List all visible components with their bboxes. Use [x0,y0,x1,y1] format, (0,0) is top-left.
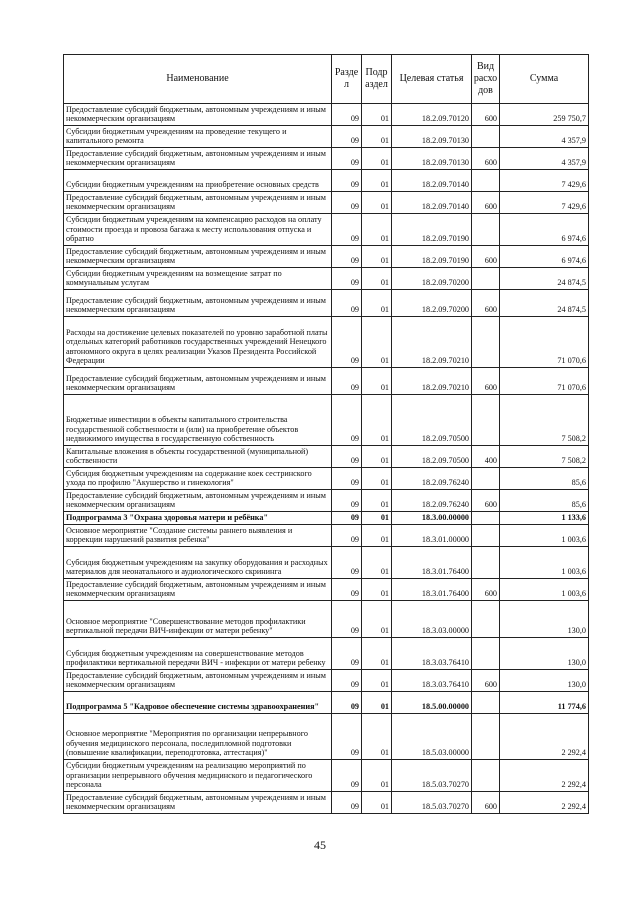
table-row [64,268,589,290]
cell-type: 600 [472,148,500,170]
cell-section: 09 [332,547,362,579]
cell-subsection: 01 [362,148,392,170]
cell-name: Предоставление субсидий бюджетным, автономным учреждениям и иным некоммерческим организациям [64,670,332,692]
table-row [64,512,589,525]
table-row [64,192,589,214]
cell-type [472,525,500,547]
table-row [64,638,589,670]
cell-name: Предоставление субсидий бюджетным, автономным учреждениям и иным некоммерческим организациям [64,290,332,317]
cell-sum: 2 292,4 [500,760,589,792]
cell-type [472,714,500,760]
cell-section: 09 [332,395,362,446]
cell-subsection: 01 [362,446,392,468]
cell-subsection: 01 [362,395,392,446]
cell-name: Бюджетные инвестиции в объекты капитального строительства государственной собственности и (или) на приобретение объектов недвижимого имущества в государственную собственность [64,395,332,446]
cell-type [472,638,500,670]
cell-section: 09 [332,760,362,792]
cell-section: 09 [332,246,362,268]
cell-subsection: 01 [362,490,392,512]
table-row [64,670,589,692]
cell-subsection: 01 [362,601,392,638]
cell-target: 18.2.09.70500 [392,395,472,446]
cell-name: Субсидии бюджетным учреждениям на компенсацию расходов на оплату стоимости проезда и провоза багажа к месту использования отпуска и обратно [64,214,332,246]
cell-sum: 1 003,6 [500,579,589,601]
cell-subsection: 01 [362,368,392,395]
cell-sum: 11 774,6 [500,692,589,714]
cell-target: 18.2.09.70190 [392,246,472,268]
cell-name: Предоставление субсидий бюджетным, автономным учреждениям и иным некоммерческим организациям [64,192,332,214]
cell-target: 18.5.00.00000 [392,692,472,714]
cell-type [472,395,500,446]
cell-subsection: 01 [362,468,392,490]
cell-target: 18.2.09.70500 [392,446,472,468]
cell-sum: 4 357,9 [500,126,589,148]
cell-type [472,317,500,368]
cell-section: 09 [332,192,362,214]
cell-type [472,760,500,792]
table-row [64,468,589,490]
cell-subsection: 01 [362,547,392,579]
cell-target: 18.3.01.00000 [392,525,472,547]
cell-target: 18.2.09.70140 [392,170,472,192]
cell-sum: 6 974,6 [500,214,589,246]
cell-subsection: 01 [362,246,392,268]
cell-name: Предоставление субсидий бюджетным, автономным учреждениям и иным некоммерческим организациям [64,792,332,814]
cell-sum: 130,0 [500,670,589,692]
cell-name: Субсидии бюджетным учреждениям на проведение текущего и капитального ремонта [64,126,332,148]
table-row [64,547,589,579]
cell-sum: 2 292,4 [500,792,589,814]
cell-sum: 24 874,5 [500,290,589,317]
header-sum: Сумма [500,55,589,104]
cell-sum: 7 429,6 [500,192,589,214]
table-row [64,760,589,792]
cell-type: 600 [472,368,500,395]
table-row [64,126,589,148]
cell-section: 09 [332,579,362,601]
cell-section: 09 [332,468,362,490]
cell-section: 09 [332,317,362,368]
cell-type: 600 [472,104,500,126]
cell-sum: 7 508,2 [500,395,589,446]
cell-subsection: 01 [362,638,392,670]
cell-sum: 1 003,6 [500,525,589,547]
cell-name: Субсидия бюджетным учреждениям на закупку оборудования и расходных материалов для неонатального и аудиологического скрининга [64,547,332,579]
cell-type [472,214,500,246]
cell-sum: 1 133,6 [500,512,589,525]
table-row [64,692,589,714]
table-row [64,579,589,601]
table-body [64,104,589,814]
cell-type [472,512,500,525]
cell-section: 09 [332,714,362,760]
cell-target: 18.5.03.70270 [392,760,472,792]
cell-sum: 7 508,2 [500,446,589,468]
cell-name: Субсидия бюджетным учреждениям на совершенствование методов профилактики вертикальной передачи ВИЧ - инфекции от матери ребенку [64,638,332,670]
cell-type [472,601,500,638]
table-row [64,368,589,395]
table-row [64,714,589,760]
table-header-row [64,55,589,104]
cell-subsection: 01 [362,792,392,814]
cell-type [472,692,500,714]
cell-section: 09 [332,490,362,512]
cell-type: 600 [472,290,500,317]
cell-target: 18.2.09.70130 [392,126,472,148]
cell-target: 18.3.03.76410 [392,670,472,692]
cell-name: Предоставление субсидий бюджетным, автономным учреждениям и иным некоммерческим организациям [64,579,332,601]
cell-sum: 71 070,6 [500,368,589,395]
table-row [64,170,589,192]
table-row [64,290,589,317]
cell-name: Предоставление субсидий бюджетным, автономным учреждениям и иным некоммерческим организациям [64,104,332,126]
cell-sum: 7 429,6 [500,170,589,192]
cell-section: 09 [332,446,362,468]
cell-name: Предоставление субсидий бюджетным, автономным учреждениям и иным некоммерческим организациям [64,246,332,268]
cell-sum: 85,6 [500,490,589,512]
cell-target: 18.2.09.70190 [392,214,472,246]
cell-type: 600 [472,792,500,814]
cell-name: Основное мероприятие "Создание системы раннего выявления и коррекции нарушений развития ребенка" [64,525,332,547]
cell-name: Основное мероприятие "Совершенствование методов профилактики вертикальной передачи ВИЧ-инфекции от матери ребенку" [64,601,332,638]
cell-sum: 2 292,4 [500,714,589,760]
cell-section: 09 [332,368,362,395]
table-row [64,246,589,268]
cell-target: 18.3.03.76410 [392,638,472,670]
table-row [64,601,589,638]
cell-section: 09 [332,792,362,814]
cell-name: Подпрограмма 5 "Кадровое обеспечение системы здравоохранения" [64,692,332,714]
cell-sum: 85,6 [500,468,589,490]
cell-sum: 130,0 [500,601,589,638]
cell-subsection: 01 [362,170,392,192]
table-row [64,104,589,126]
cell-name: Предоставление субсидий бюджетным, автономным учреждениям и иным некоммерческим организациям [64,490,332,512]
table-row [64,792,589,814]
cell-type [472,547,500,579]
cell-name: Субсидии бюджетным учреждениям на приобретение основных средств [64,170,332,192]
budget-table [63,54,589,814]
cell-name: Субсидия бюджетным учреждениям на содержание коек сестринского ухода по профилю "Акушерство и гинекология" [64,468,332,490]
cell-name: Предоставление субсидий бюджетным, автономным учреждениям и иным некоммерческим организациям [64,148,332,170]
header-subsection: Подр аздел [362,55,392,104]
cell-target: 18.2.09.76240 [392,468,472,490]
cell-target: 18.3.00.00000 [392,512,472,525]
cell-subsection: 01 [362,714,392,760]
cell-target: 18.2.09.76240 [392,490,472,512]
cell-section: 09 [332,692,362,714]
cell-name: Капитальные вложения в объекты государственной (муниципальной) собственности [64,446,332,468]
cell-subsection: 01 [362,670,392,692]
table-row [64,490,589,512]
cell-sum: 1 003,6 [500,547,589,579]
cell-section: 09 [332,670,362,692]
cell-subsection: 01 [362,192,392,214]
cell-target: 18.2.09.70130 [392,148,472,170]
cell-name: Расходы на достижение целевых показателей по уровню заработной платы отдельных категорий работников государственных учреждений Ненецкого автономного округа в целях реализации Указов Президента Российской Федерации [64,317,332,368]
cell-subsection: 01 [362,579,392,601]
cell-target: 18.5.03.00000 [392,714,472,760]
header-target: Целевая статья [392,55,472,104]
cell-target: 18.2.09.70200 [392,290,472,317]
cell-subsection: 01 [362,525,392,547]
cell-type: 600 [472,670,500,692]
cell-type: 600 [472,579,500,601]
cell-name: Субсидии бюджетным учреждениям на реализацию мероприятий по организации непрерывного обучения медицинского и педагогического персонала [64,760,332,792]
cell-sum: 6 974,6 [500,246,589,268]
cell-type [472,468,500,490]
cell-type: 600 [472,490,500,512]
cell-target: 18.3.03.00000 [392,601,472,638]
table-row [64,525,589,547]
cell-subsection: 01 [362,760,392,792]
cell-section: 09 [332,126,362,148]
cell-section: 09 [332,512,362,525]
cell-name: Основное мероприятие "Мероприятия по организации непрерывного обучения медицинского персонала, последипломной подготовки (повышение квалификации, переподготовка, аттестация)" [64,714,332,760]
cell-section: 09 [332,170,362,192]
cell-subsection: 01 [362,692,392,714]
cell-type [472,170,500,192]
cell-target: 18.2.09.70210 [392,317,472,368]
cell-subsection: 01 [362,317,392,368]
cell-section: 09 [332,148,362,170]
cell-type [472,126,500,148]
cell-section: 09 [332,601,362,638]
cell-subsection: 01 [362,104,392,126]
cell-type [472,268,500,290]
cell-section: 09 [332,525,362,547]
cell-section: 09 [332,268,362,290]
cell-sum: 71 070,6 [500,317,589,368]
header-name: Наименование [64,55,332,104]
cell-target: 18.5.03.70270 [392,792,472,814]
cell-subsection: 01 [362,126,392,148]
cell-section: 09 [332,290,362,317]
cell-sum: 4 357,9 [500,148,589,170]
cell-target: 18.3.01.76400 [392,579,472,601]
cell-section: 09 [332,104,362,126]
cell-section: 09 [332,214,362,246]
cell-name: Предоставление субсидий бюджетным, автономным учреждениям и иным некоммерческим организациям [64,368,332,395]
table-row [64,446,589,468]
cell-subsection: 01 [362,268,392,290]
cell-type: 600 [472,246,500,268]
cell-name: Субсидии бюджетным учреждениям на возмещение затрат по коммунальным услугам [64,268,332,290]
cell-target: 18.2.09.70120 [392,104,472,126]
cell-target: 18.2.09.70140 [392,192,472,214]
cell-target: 18.2.09.70200 [392,268,472,290]
cell-subsection: 01 [362,512,392,525]
header-section: Разде л [332,55,362,104]
cell-section: 09 [332,638,362,670]
header-type: Вид расхо дов [472,55,500,104]
table-row [64,317,589,368]
table-row [64,148,589,170]
table-row [64,214,589,246]
cell-sum: 130,0 [500,638,589,670]
table-row [64,395,589,446]
cell-sum: 259 750,7 [500,104,589,126]
cell-subsection: 01 [362,214,392,246]
page-number: 45 [314,838,326,852]
cell-target: 18.3.01.76400 [392,547,472,579]
cell-target: 18.2.09.70210 [392,368,472,395]
cell-subsection: 01 [362,290,392,317]
cell-sum: 24 874,5 [500,268,589,290]
cell-name: Подпрограмма 3 "Охрана здоровья матери и ребёнка" [64,512,332,525]
cell-type: 600 [472,192,500,214]
cell-type: 400 [472,446,500,468]
